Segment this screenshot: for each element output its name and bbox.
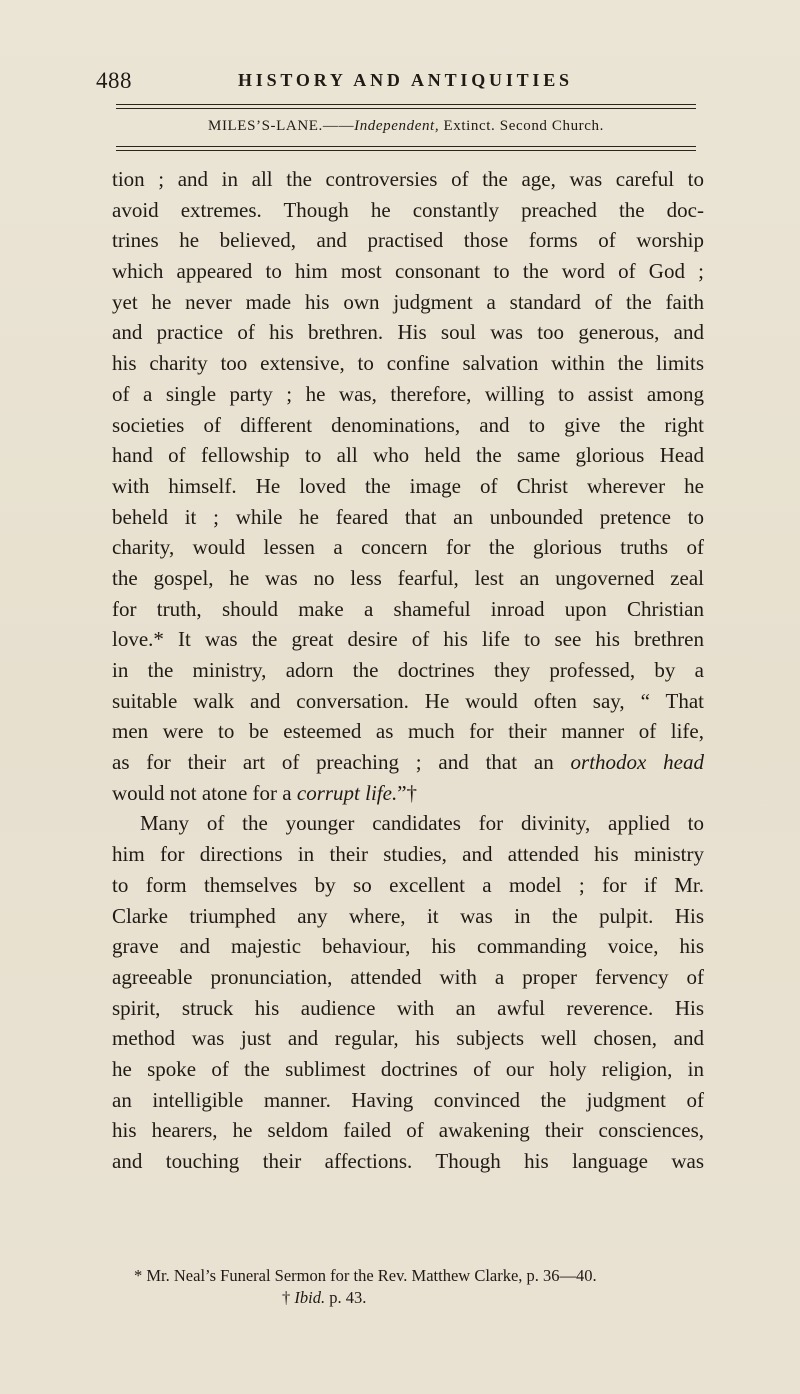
text-line: charity, would lessen a concern for the glorious truths of <box>112 535 704 560</box>
footnote-ibid: Ibid. <box>294 1288 326 1307</box>
footnote-page: p. 43. <box>325 1288 367 1307</box>
emphasis: orthodox head <box>570 750 704 775</box>
section-heading <box>116 118 696 135</box>
text-line: in the ministry, adorn the doctrines they professed, by a <box>112 658 704 682</box>
text-line: hand of fellowship to all who held the same glorious Head <box>112 443 704 468</box>
footnote-ref: ”† <box>397 780 418 805</box>
text-line: spirit, struck his audience with an awful reverence. His <box>112 995 704 1020</box>
text-line: suitable walk and conversation. He would often say, “ That <box>112 688 704 713</box>
text-line: him for directions in their studies, and attended his ministry <box>112 842 704 867</box>
text-line: Clarke triumphed any where, it was in the pulpit. His <box>112 903 704 928</box>
text-line: he spoke of the sublimest doctrines of our holy religion, in <box>112 1056 704 1081</box>
text-line: to form themselves by so excellent a model ; for if Mr. <box>112 872 704 897</box>
footnote-mark: † <box>282 1288 295 1307</box>
text-fragment: as for their art of preaching ; and that an <box>112 750 554 775</box>
text-line: of a single party ; he was, therefore, willing to assist among <box>112 381 704 406</box>
text-line: an intelligible manner. Having convinced the judgment of <box>112 1087 704 1112</box>
header-rule-bottom-outer <box>116 150 696 151</box>
text-line: Many of the younger candidates for divinity, applied to <box>140 811 704 836</box>
footnote-2 <box>112 1287 704 1309</box>
section-denomination: Independent, <box>354 118 440 134</box>
text-line: trines he believed, and practised those forms of worship <box>112 228 704 253</box>
text-line: societies of different denominations, and to give the right <box>112 412 704 437</box>
text-line: tion ; and in all the controversies of the age, was careful to <box>112 167 704 191</box>
text-line: his charity too extensive, to confine salvation within the limits <box>112 351 704 376</box>
text-line: beheld it ; while he feared that an unbounded pretence to <box>112 504 704 529</box>
text-line: method was just and regular, his subjects well chosen, and <box>112 1026 704 1051</box>
text-line: men were to be esteemed as much for their manner of life, <box>112 719 704 744</box>
text-line: his hearers, he seldom failed of awakening their consciences, <box>112 1118 704 1143</box>
text-line: love.* It was the great desire of his life to see his brethren <box>112 627 704 652</box>
text-line: agreeable pronunciation, attended with a proper fervency of <box>112 964 704 989</box>
text-fragment: would not atone for a <box>112 780 292 805</box>
text-line: for truth, should make a shameful inroad upon Christian <box>112 596 704 621</box>
text-line: which appeared to him most consonant to the word of God ; <box>112 259 704 284</box>
header-rule-top-inner <box>116 108 696 109</box>
footnotes <box>112 1265 704 1309</box>
text-line: yet he never made his own judgment a standard of the faith <box>112 289 704 314</box>
section-title: MILES’S-LANE. <box>208 118 323 134</box>
text-line: the gospel, he was no less fearful, lest an ungoverned zeal <box>112 565 704 590</box>
text-line: and practice of his brethren. His soul was too generous, and <box>112 320 704 345</box>
section-status: Extinct. Second Church. <box>439 118 604 134</box>
header-rule-top <box>116 104 696 105</box>
text-line <box>112 778 704 809</box>
body-text <box>112 164 704 1177</box>
text-line <box>112 747 704 778</box>
text-line: with himself. He loved the image of Christ wherever he <box>112 473 704 498</box>
page-number: 488 <box>96 68 132 93</box>
running-head: HISTORY AND ANTIQUITIES <box>238 70 573 90</box>
text-line: grave and majestic behaviour, his commanding voice, his <box>112 934 704 959</box>
emphasis: corrupt life. <box>296 780 398 805</box>
section-dash: —— <box>322 118 355 134</box>
text-line: avoid extremes. Though he constantly preached the doc- <box>112 197 704 222</box>
header-rule-bottom <box>116 146 696 147</box>
footnote-1: * Mr. Neal’s Funeral Sermon for the Rev. Matthew Clarke, p. 36—40. <box>134 1266 597 1285</box>
text-line: and touching their affections. Though his language was <box>112 1149 704 1173</box>
